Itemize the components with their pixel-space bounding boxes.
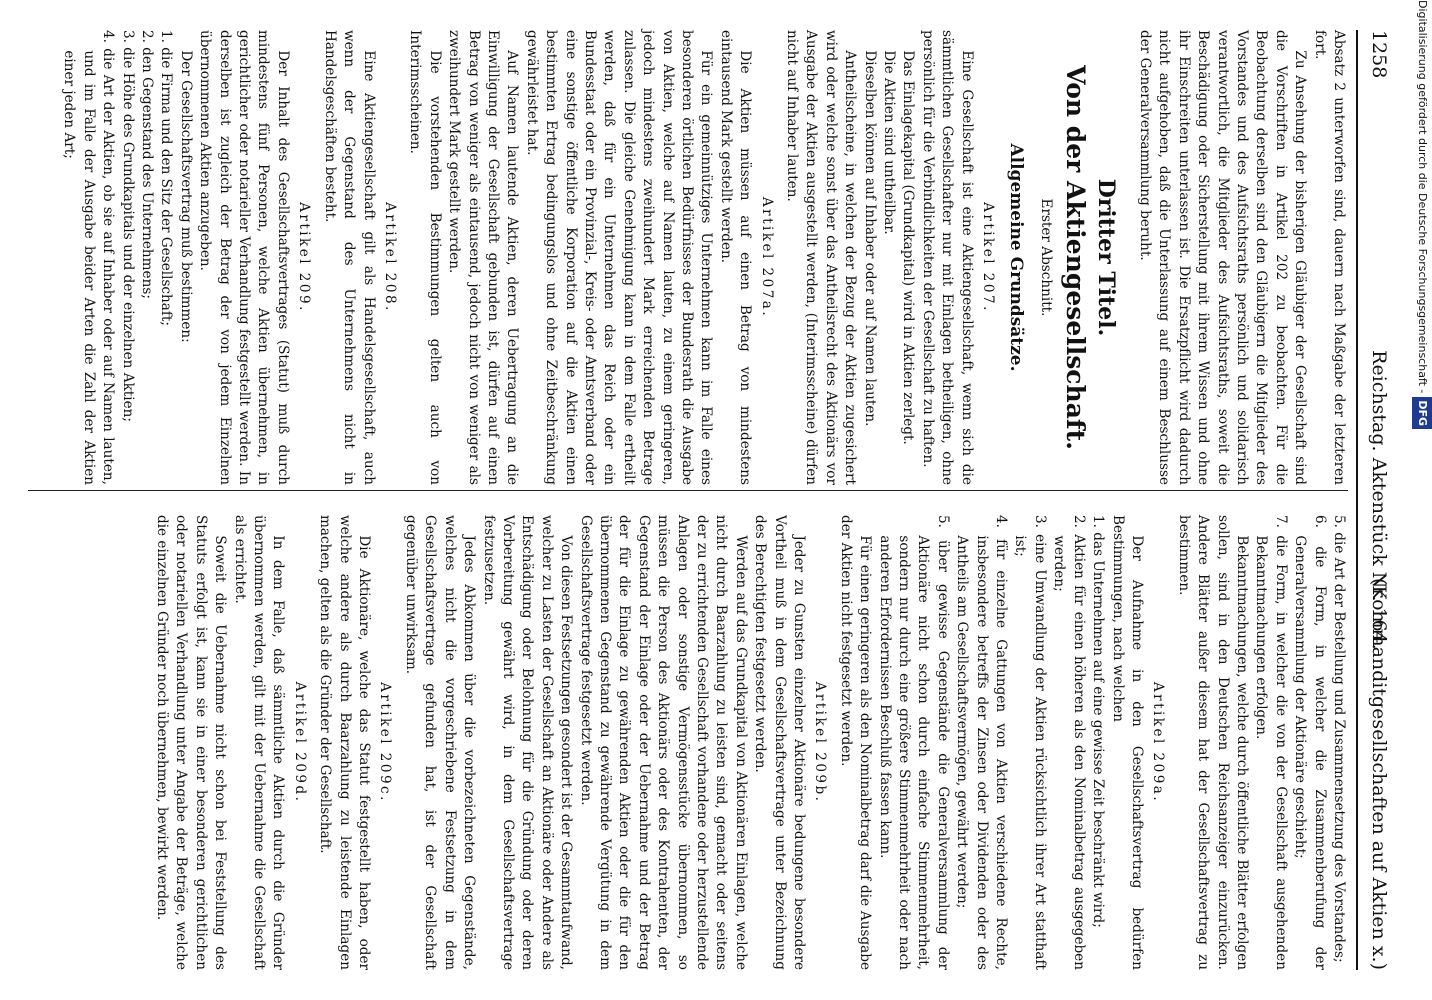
list-item: 5. die Art der Bestellung und Zusammensetzung des Vorstandes; — [1331, 515, 1347, 963]
article-heading: Artikel 209d. — [291, 681, 308, 804]
paragraph: Eine Gesellschaft ist eine Aktiengesellschaft, wenn sich die sämmtlichen Gesellschafter nur mit Einlagen betheiligen, ohne persönlich für die Verbindlichkeiten der Gesellschaft zu haften. — [919, 30, 975, 485]
section-title: Allgemeine Grundsätze. — [1006, 143, 1027, 372]
page-header — [1356, 30, 1398, 970]
list-item: 1. die Firma und den Sitz der Gesellschaft; — [158, 30, 175, 326]
paragraph: Von diesen Festsetzungen gesondert ist der Gesammtaufwand, welcher zu Lasten der Gesellschaft an Aktionäre oder Andere als Entschädigung oder Belohnung für die Gründung oder deren Vorbereitung gewährt wird, in dem Gesellschaftsvertrage festzusetzen. — [480, 515, 575, 970]
paragraph: Werden auf das Grundkapital von Aktionären Einlagen, welche nicht durch Baarzahlung zu leisten sind, gemacht oder seitens der zu errichtenden Gesellschaft vorhandene oder herzustellende Anlagen oder sonstige Vermögensstücke übernommen, so müssen die Person des Aktionärs oder des Kontrahenten, der Gegenstand der Einlage oder der Uebernahme und der Betrag der für die Einlage zu gewährenden Aktien oder die für den übernommenen Gegenstand zu gewährende Vergütung in dem Gesellschaftsvertrage festgesetzt werden. — [577, 515, 749, 970]
list-item: 4. für einzelne Gattungen von Aktien verschiedene Rechte, insbesondere betreffs der Zinsen oder Dividenden oder des Antheils am Gesellschaftsvermögen, gewährt werden; — [954, 515, 1010, 970]
paragraph: Das Einlagekapital (Grundkapital) wird in Aktien zerlegt. — [900, 50, 917, 445]
digitization-credit-strip — [1412, 0, 1432, 1000]
title-subheading: Von der Aktiengesellschaft. — [1060, 65, 1090, 450]
paragraph: Antheilscheine, in welchen der Bezug der Aktien zugesichert wird oder welche sonst über das Antheilsrecht des Aktionärs vor Ausgabe der Aktien ausgestellt werden, (Interimsscheine) dürfen nicht auf Inhaber lauten. — [784, 30, 859, 485]
paragraph: Die Aktien müssen auf einen Betrag von mindestens eintausend Mark gestellt werden. — [717, 30, 754, 485]
left-column — [59, 30, 1348, 485]
column-divider — [28, 490, 1348, 491]
paragraph: Die Aktien sind untheilbar. — [881, 50, 898, 235]
paragraph: Die vorstehenden Bestimmungen gelten auch von Interimsscheinen. — [407, 30, 443, 485]
title-heading: Dritter Titel. — [1092, 178, 1119, 337]
digitization-credit — [1412, 0, 1432, 1000]
paragraph: Dieselben können auf Inhaber oder auf Namen lauten. — [861, 50, 878, 427]
list-item: 2. den Gegenstand des Unternehmens; — [139, 30, 156, 299]
paragraph: Der Gesellschaftsvertrag muß bestimmen: — [177, 50, 194, 343]
list-item: 6. die Form, in welcher die Zusammenberufung der Generalversammlung der Aktionäre geschieht; — [1292, 515, 1328, 970]
article-heading: Artikel 207a. — [758, 196, 775, 319]
paragraph: In dem Falle, daß sämmtliche Aktien durch die Gründer übernommen werden, gilt mit der Uebernahme die Gesellschaft als errichtet. — [231, 515, 287, 970]
list-item: 7. die Form, in welcher die von der Gesellschaft ausgehenden Bekanntmachungen erfolgen. — [1253, 515, 1289, 970]
article-heading: Artikel 209. — [296, 202, 313, 313]
section-heading: Erster Abschnitt. — [1037, 198, 1054, 317]
credit-text: Digitalisierung gefördert durch die Deutsche Forschungsgemeinschaft - — [1416, 0, 1429, 394]
article-heading: Artikel 209a. — [1150, 681, 1167, 804]
article-heading: Artikel 207. — [980, 202, 997, 313]
paragraph: Soweit die Uebernahme nicht schon bei Feststellung des Statuts erfolgt ist, kann sie in einer besonderen gerichtlichen oder notariellen Verhandlung unter Angabe der Beträge, welche die einzelnen Gründer noch übernehmen, bewirkt werden. — [154, 515, 229, 970]
running-title: Reichstag. Aktenstück Nr. 164. — [1368, 350, 1390, 650]
paragraph: Auf Namen lautende Aktien, deren Uebertragung an die Einwilligung der Gesellschaft gebunden ist, dürfen auf einen Betrag von weniger als eintausend, jedoch nicht von weniger als zweihundert Mark gestellt werden. — [446, 30, 521, 485]
paragraph: Zu Ansehung der bisherigen Gläubiger der Gesellschaft sind die Vorschriften in Artikel 202 zu beobachten. Für die Beobachtung derselben sind den Gläubigern die Mitglieder des Vorstandes und des Aufsichtsraths persönlich und solidarisch verantwortlich, die Mitglieder des Aufsichtsraths, soweit die Beschädigung oder Sicherstellung mit ihrem Wissen und ohne ihr Einschreiten unterlassen ist. Die Ersatzpflicht wird dadurch nicht aufgehoben, daß die Unterlassung auf einem Beschlusse der Generalversammlung beruht. — [1136, 30, 1309, 485]
article-heading: Artikel 208. — [381, 202, 398, 313]
page-number: 1258 — [1368, 30, 1390, 79]
paragraph: Für einen geringeren als den Nominalbetrag darf die Ausgabe der Aktien nicht festgesetzt werden. — [837, 515, 874, 970]
running-subtitle: (Kommanditgesellschaften auf Aktien x.) — [1368, 578, 1390, 970]
paragraph: Der Aufnahme in den Gesellschaftsvertrag bedürfen Bestimmungen, nach welchen — [1109, 515, 1145, 970]
list-item: 2. Aktien für einen höheren als den Nominalbetrag ausgegeben werden; — [1051, 515, 1087, 970]
paragraph: Absatz 2 unterworfen sind, dauern nach Maßgabe der letzteren fort. — [1311, 30, 1347, 485]
paragraph: Jedes Abkommen über die vorbezeichneten Gegenstände, welches nicht die vorgeschriebene Festsetzung in dem Gesellschaftsvertrage gefunden hat, ist der Gesellschaft gegenüber unwirksam. — [402, 515, 478, 970]
list-item: 5. über gewisse Gegenstände die Generalversammlung der Aktionäre nicht schon durch einfache Stimmenmehrheit, sondern nur durch eine größere Stimmenmehrheit oder nach anderen Erfordernissen Beschluß fassen kann. — [876, 515, 951, 970]
article-heading: Artikel 209b. — [812, 681, 829, 804]
paragraph: Die Aktionäre, welche das Statut festgestellt haben, oder welche andere als durch Baarzahlung zu leistende Einlagen machen, gelten als die Gründer der Gesellschaft. — [317, 515, 373, 970]
list-item: 4. die Art der Aktien, ob sie auf Inhaber oder auf Namen lauten, und im Falle der Ausgabe beider Arten die Zahl der Aktien einer jeden Art; — [61, 30, 117, 485]
list-item: 3. eine Umwandlung der Aktien rücksichtlich ihrer Art statthaft ist; — [1012, 515, 1048, 970]
list-item: 3. die Höhe des Grundkapitals und der einzelnen Aktien; — [119, 30, 136, 423]
dfg-logo: DFG — [1412, 397, 1432, 429]
paragraph: Eine Aktiengesellschaft gilt als Handelsgesellschaft, auch wenn der Gegenstand des Unternehmens nicht in Handelsgeschäften besteht. — [321, 30, 377, 485]
right-column — [152, 515, 1348, 970]
paragraph: Für ein gemeinnütziges Unternehmen kann im Falle eines besonderen örtlichen Bedürfnisses der Bundesrath die Ausgabe von Aktien, welche auf Namen lauten, zu einem geringeren, jedoch mindestens zweihundert Mark erreichenden Betrage zulassen. Die gleiche Genehmigung kann in dem Falle ertheilt werden, daß für ein Unternehmen das Reich oder ein Bundesstaat oder ein Provinzial-, Kreis- oder Amtsverband oder eine sonstige öffentliche Korporation auf die Aktien einen bestimmten Ertrag bedingungslos und ohne Zeitbeschränkung gewährleistet hat. — [523, 30, 715, 485]
paragraph: Der Inhalt des Gesellschaftsvertrages (Statut) muß durch mindestens fünf Personen, welche Aktien übernehmen, in gerichtlicher oder notarieller Verhandlung festgestellt werden. In derselben ist zugleich der Betrag der von jedem Einzelnen übernommenen Aktien anzugeben. — [197, 30, 291, 485]
article-heading: Artikel 209c. — [377, 682, 394, 803]
paragraph: Jeder zu Gunsten einzelner Aktionäre bedungene besondere Vortheil muß in dem Gesellschaftsvertrage unter Bezeichnung des Berechtigten festgesetzt werden. — [752, 515, 808, 970]
paragraph: Bekanntmachungen, welche durch öffentliche Blätter erfolgen sollen, sind in den Deutschen Reichsanzeiger einzurücken. Andere Blätter außer diesem hat der Gesellschaftsvertrag zu bestimmen. — [1175, 515, 1250, 970]
list-item: 1. das Unternehmen auf eine gewisse Zeit beschränkt wird; — [1090, 515, 1107, 928]
